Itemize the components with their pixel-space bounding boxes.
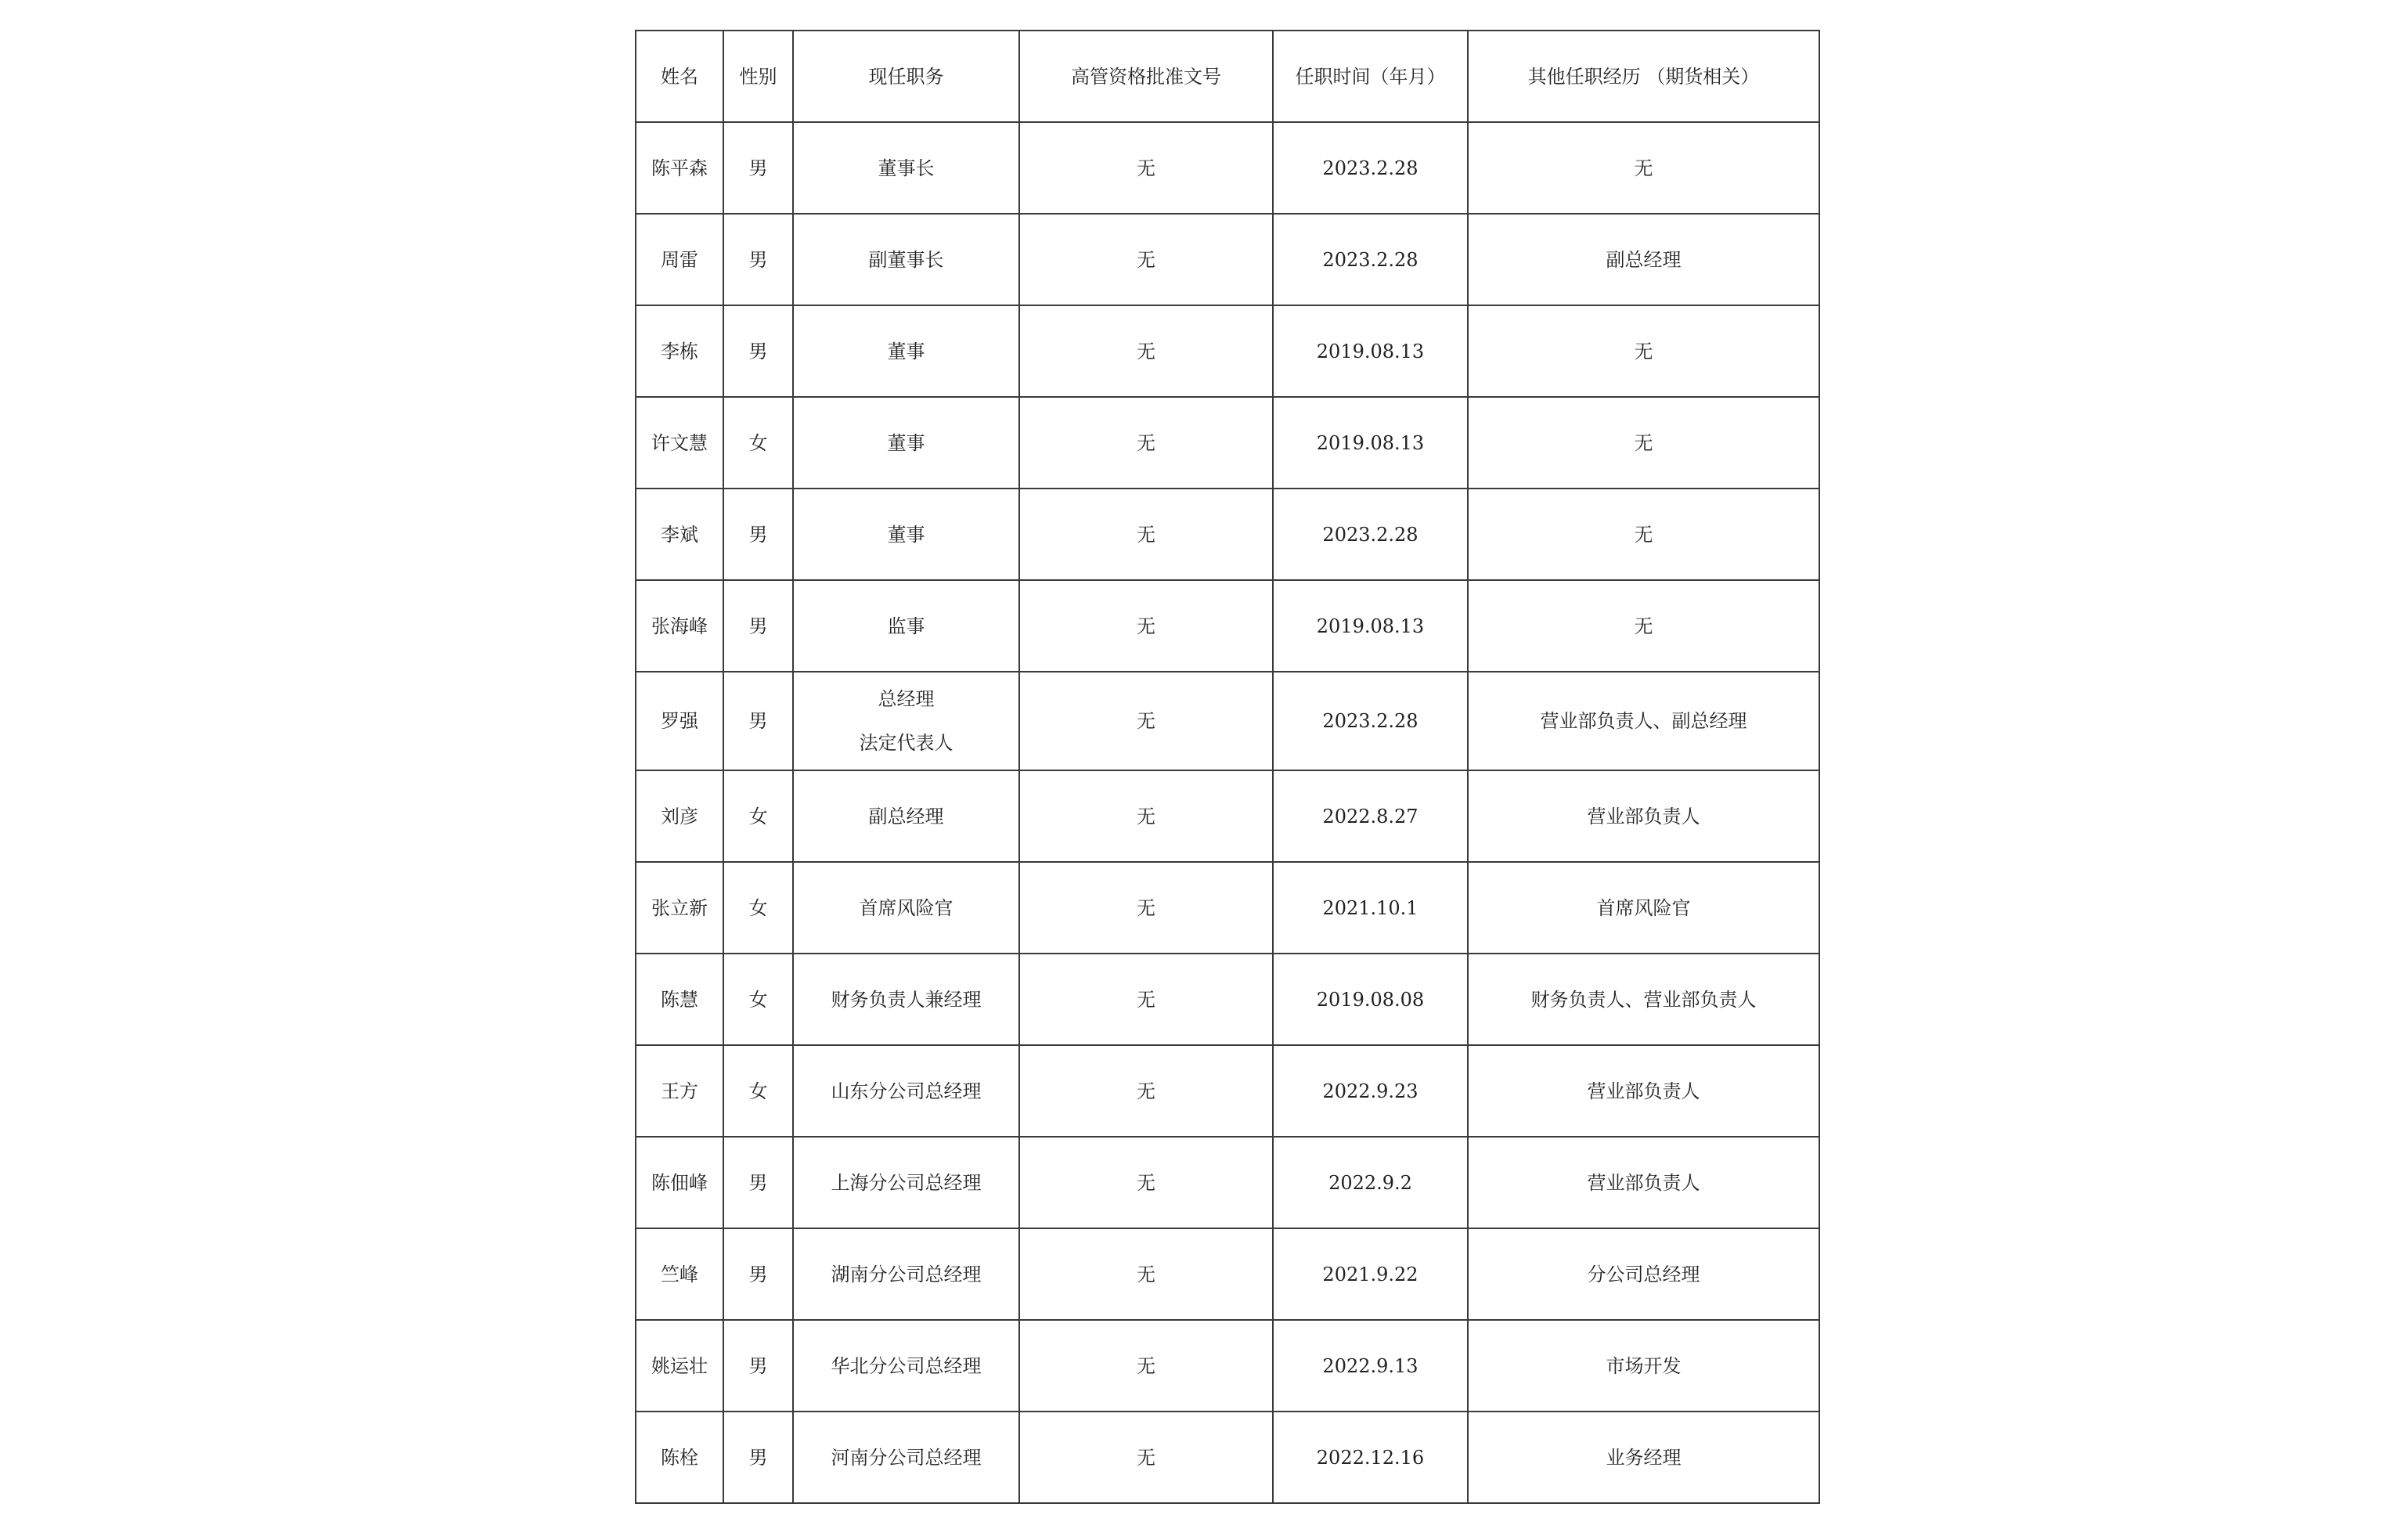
position-line: 董事 bbox=[887, 523, 925, 546]
cell-appointment-date: 2019.08.13 bbox=[1273, 305, 1468, 397]
position-line: 副总经理 bbox=[868, 805, 944, 827]
cell-other-experience: 营业部负责人、副总经理 bbox=[1468, 672, 1819, 770]
cell-name: 周雷 bbox=[636, 214, 723, 305]
table-row bbox=[636, 580, 1819, 672]
cell-name: 陈佃峰 bbox=[636, 1137, 723, 1228]
cell-approval-number: 无 bbox=[1019, 214, 1273, 305]
executive-table-container bbox=[635, 30, 1820, 1504]
table-row bbox=[636, 1412, 1819, 1503]
cell-name: 姚运壮 bbox=[636, 1320, 723, 1412]
position-line: 华北分公司总经理 bbox=[831, 1354, 982, 1377]
cell-appointment-date: 2023.2.28 bbox=[1273, 489, 1468, 580]
position-line: 副董事长 bbox=[868, 248, 944, 271]
cell-approval-number: 无 bbox=[1019, 1412, 1273, 1503]
cell-appointment-date: 2019.08.13 bbox=[1273, 397, 1468, 489]
cell-gender: 女 bbox=[723, 862, 793, 954]
position-line: 首席风险官 bbox=[859, 896, 953, 919]
header-gender: 性别 bbox=[723, 31, 793, 122]
position-line: 财务负责人兼经理 bbox=[831, 988, 982, 1011]
cell-position bbox=[793, 214, 1019, 305]
cell-appointment-date: 2021.9.22 bbox=[1273, 1228, 1468, 1320]
position-line: 董事长 bbox=[878, 157, 935, 179]
table-header-row bbox=[636, 31, 1819, 122]
cell-appointment-date: 2022.9.23 bbox=[1273, 1045, 1468, 1137]
cell-gender: 女 bbox=[723, 397, 793, 489]
cell-position bbox=[793, 1228, 1019, 1320]
cell-gender: 男 bbox=[723, 1320, 793, 1412]
cell-appointment-date: 2023.2.28 bbox=[1273, 214, 1468, 305]
cell-gender: 女 bbox=[723, 770, 793, 862]
table-row bbox=[636, 954, 1819, 1045]
cell-gender: 男 bbox=[723, 122, 793, 214]
cell-appointment-date: 2021.10.1 bbox=[1273, 862, 1468, 954]
table-row bbox=[636, 122, 1819, 214]
header-approval-number: 高管资格批准文号 bbox=[1019, 31, 1273, 122]
position-line: 山东分公司总经理 bbox=[831, 1080, 982, 1102]
cell-name: 陈慧 bbox=[636, 954, 723, 1045]
cell-name: 竺峰 bbox=[636, 1228, 723, 1320]
position-line: 总经理 bbox=[878, 688, 935, 710]
cell-approval-number: 无 bbox=[1019, 1320, 1273, 1412]
cell-approval-number: 无 bbox=[1019, 1228, 1273, 1320]
cell-position bbox=[793, 580, 1019, 672]
cell-position bbox=[793, 1045, 1019, 1137]
position-line: 董事 bbox=[887, 340, 925, 362]
table-row bbox=[636, 1228, 1819, 1320]
table-row bbox=[636, 862, 1819, 954]
cell-approval-number: 无 bbox=[1019, 1045, 1273, 1137]
cell-approval-number: 无 bbox=[1019, 770, 1273, 862]
cell-appointment-date: 2019.08.08 bbox=[1273, 954, 1468, 1045]
cell-other-experience: 无 bbox=[1468, 397, 1819, 489]
header-appointment-date: 任职时间（年月） bbox=[1273, 31, 1468, 122]
cell-name: 李斌 bbox=[636, 489, 723, 580]
table-row bbox=[636, 672, 1819, 770]
cell-other-experience: 无 bbox=[1468, 122, 1819, 214]
table-row bbox=[636, 489, 1819, 580]
table-row bbox=[636, 1320, 1819, 1412]
table-body bbox=[636, 31, 1819, 1503]
cell-gender: 男 bbox=[723, 1137, 793, 1228]
cell-other-experience: 市场开发 bbox=[1468, 1320, 1819, 1412]
cell-position bbox=[793, 1320, 1019, 1412]
position-line: 湖南分公司总经理 bbox=[831, 1263, 982, 1285]
cell-appointment-date: 2023.2.28 bbox=[1273, 122, 1468, 214]
cell-approval-number: 无 bbox=[1019, 397, 1273, 489]
cell-approval-number: 无 bbox=[1019, 305, 1273, 397]
cell-position bbox=[793, 305, 1019, 397]
cell-position bbox=[793, 397, 1019, 489]
cell-gender: 女 bbox=[723, 954, 793, 1045]
cell-appointment-date: 2022.12.16 bbox=[1273, 1412, 1468, 1503]
table-row bbox=[636, 305, 1819, 397]
cell-approval-number: 无 bbox=[1019, 489, 1273, 580]
cell-position bbox=[793, 1412, 1019, 1503]
cell-other-experience: 营业部负责人 bbox=[1468, 1137, 1819, 1228]
cell-name: 张立新 bbox=[636, 862, 723, 954]
cell-approval-number: 无 bbox=[1019, 1137, 1273, 1228]
cell-position bbox=[793, 1137, 1019, 1228]
cell-other-experience: 财务负责人、营业部负责人 bbox=[1468, 954, 1819, 1045]
cell-gender: 男 bbox=[723, 672, 793, 770]
cell-approval-number: 无 bbox=[1019, 122, 1273, 214]
cell-name: 陈平森 bbox=[636, 122, 723, 214]
cell-gender: 男 bbox=[723, 580, 793, 672]
cell-name: 张海峰 bbox=[636, 580, 723, 672]
table-row bbox=[636, 1137, 1819, 1228]
cell-position bbox=[793, 672, 1019, 770]
header-other-experience: 其他任职经历 （期货相关） bbox=[1468, 31, 1819, 122]
cell-position bbox=[793, 770, 1019, 862]
cell-other-experience: 无 bbox=[1468, 580, 1819, 672]
cell-name: 陈栓 bbox=[636, 1412, 723, 1503]
cell-other-experience: 营业部负责人 bbox=[1468, 770, 1819, 862]
cell-position bbox=[793, 862, 1019, 954]
cell-other-experience: 副总经理 bbox=[1468, 214, 1819, 305]
cell-appointment-date: 2023.2.28 bbox=[1273, 672, 1468, 770]
cell-name: 罗强 bbox=[636, 672, 723, 770]
cell-approval-number: 无 bbox=[1019, 954, 1273, 1045]
cell-other-experience: 业务经理 bbox=[1468, 1412, 1819, 1503]
cell-position bbox=[793, 954, 1019, 1045]
cell-gender: 女 bbox=[723, 1045, 793, 1137]
cell-gender: 男 bbox=[723, 1228, 793, 1320]
cell-appointment-date: 2019.08.13 bbox=[1273, 580, 1468, 672]
header-name: 姓名 bbox=[636, 31, 723, 122]
header-position: 现任职务 bbox=[793, 31, 1019, 122]
table-row bbox=[636, 1045, 1819, 1137]
cell-approval-number: 无 bbox=[1019, 580, 1273, 672]
cell-position bbox=[793, 122, 1019, 214]
cell-name: 李栋 bbox=[636, 305, 723, 397]
cell-appointment-date: 2022.9.2 bbox=[1273, 1137, 1468, 1228]
table-row bbox=[636, 214, 1819, 305]
cell-approval-number: 无 bbox=[1019, 862, 1273, 954]
cell-gender: 男 bbox=[723, 214, 793, 305]
cell-gender: 男 bbox=[723, 1412, 793, 1503]
cell-other-experience: 无 bbox=[1468, 489, 1819, 580]
cell-approval-number: 无 bbox=[1019, 672, 1273, 770]
cell-gender: 男 bbox=[723, 305, 793, 397]
position-line: 河南分公司总经理 bbox=[831, 1446, 982, 1469]
cell-other-experience: 营业部负责人 bbox=[1468, 1045, 1819, 1137]
executive-table bbox=[635, 30, 1820, 1504]
table-row bbox=[636, 770, 1819, 862]
table-row bbox=[636, 397, 1819, 489]
cell-other-experience: 分公司总经理 bbox=[1468, 1228, 1819, 1320]
cell-other-experience: 无 bbox=[1468, 305, 1819, 397]
cell-name: 王方 bbox=[636, 1045, 723, 1137]
position-line: 法定代表人 bbox=[859, 732, 953, 754]
cell-position bbox=[793, 489, 1019, 580]
cell-name: 刘彦 bbox=[636, 770, 723, 862]
cell-appointment-date: 2022.9.13 bbox=[1273, 1320, 1468, 1412]
position-line: 监事 bbox=[887, 615, 925, 637]
cell-other-experience: 首席风险官 bbox=[1468, 862, 1819, 954]
cell-name: 许文慧 bbox=[636, 397, 723, 489]
position-line: 上海分公司总经理 bbox=[831, 1171, 982, 1194]
cell-appointment-date: 2022.8.27 bbox=[1273, 770, 1468, 862]
cell-gender: 男 bbox=[723, 489, 793, 580]
position-line: 董事 bbox=[887, 431, 925, 454]
